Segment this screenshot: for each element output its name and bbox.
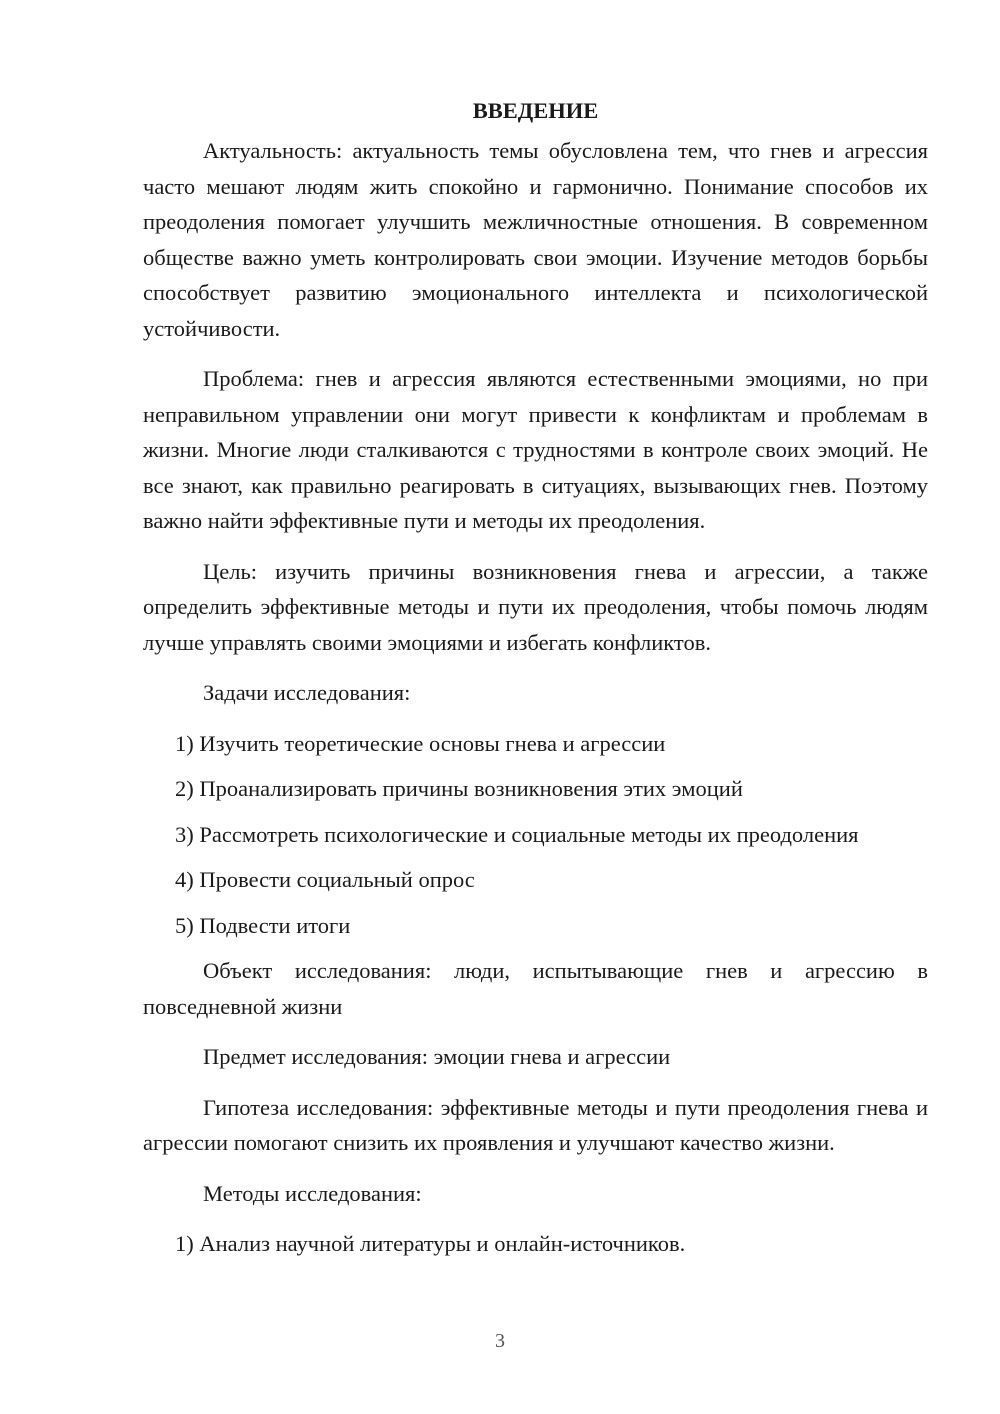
object-paragraph: Объект исследования: люди, испытывающие гнев и агрессию в повседневной жизни <box>143 958 928 1019</box>
task-item: 4) Провести социальный опрос <box>175 867 475 892</box>
method-item: 1) Анализ научной литературы и онлайн-источников. <box>175 1231 686 1256</box>
page-number: 3 <box>495 1330 505 1352</box>
task-item: 5) Подвести итоги <box>175 912 351 938</box>
page-title: ВВЕДЕНИЕ <box>472 98 599 123</box>
hypothesis-paragraph: Гипотеза исследования: эффективные методы и пути преодоления гнева и агрессии помогают снизить их проявления и улучшают качество жизни. <box>143 1094 928 1155</box>
task-item: 2) Проанализировать причины возникновения этих эмоций <box>175 776 743 801</box>
tasks-heading: Задачи исследования: <box>203 680 411 705</box>
document-page <box>143 94 928 1272</box>
goal-paragraph: Цель: изучить причины возникновения гнева и агрессии, а также определить эффективные методы и пути их преодоления, чтобы помочь людям лучше управлять своими эмоциями и избегать конфликтов. <box>143 558 928 655</box>
task-item: 3) Рассмотреть психологические и социальные методы их преодоления <box>175 821 859 847</box>
subject-paragraph: Предмет исследования: эмоции гнева и агрессии <box>203 1044 671 1069</box>
relevance-paragraph: Актуальность: актуальность темы обусловлена тем, что гнев и агрессия часто мешают людям жить спокойно и гармонично. Понимание способов их преодоления помогает улучшить межличностные отношения. В современном обществе важно уметь контролировать свои эмоции. Изучение методов борьбы способствует развитию эмоционального интеллекта и психологической устойчивости. <box>143 138 928 341</box>
task-item: 1) Изучить теоретические основы гнева и агрессии <box>175 730 666 756</box>
methods-heading: Методы исследования: <box>203 1180 422 1206</box>
problem-paragraph: Проблема: гнев и агрессия являются естественными эмоциями, но при неправильном управлении они могут привести к конфликтам и проблемам в жизни. Многие люди сталкиваются с трудностями в контроле своих эмоций. Не все знают, как правильно реагировать в ситуациях, вызывающих гнев. Поэтому важно найти эффективные пути и методы их преодоления. <box>143 366 928 533</box>
